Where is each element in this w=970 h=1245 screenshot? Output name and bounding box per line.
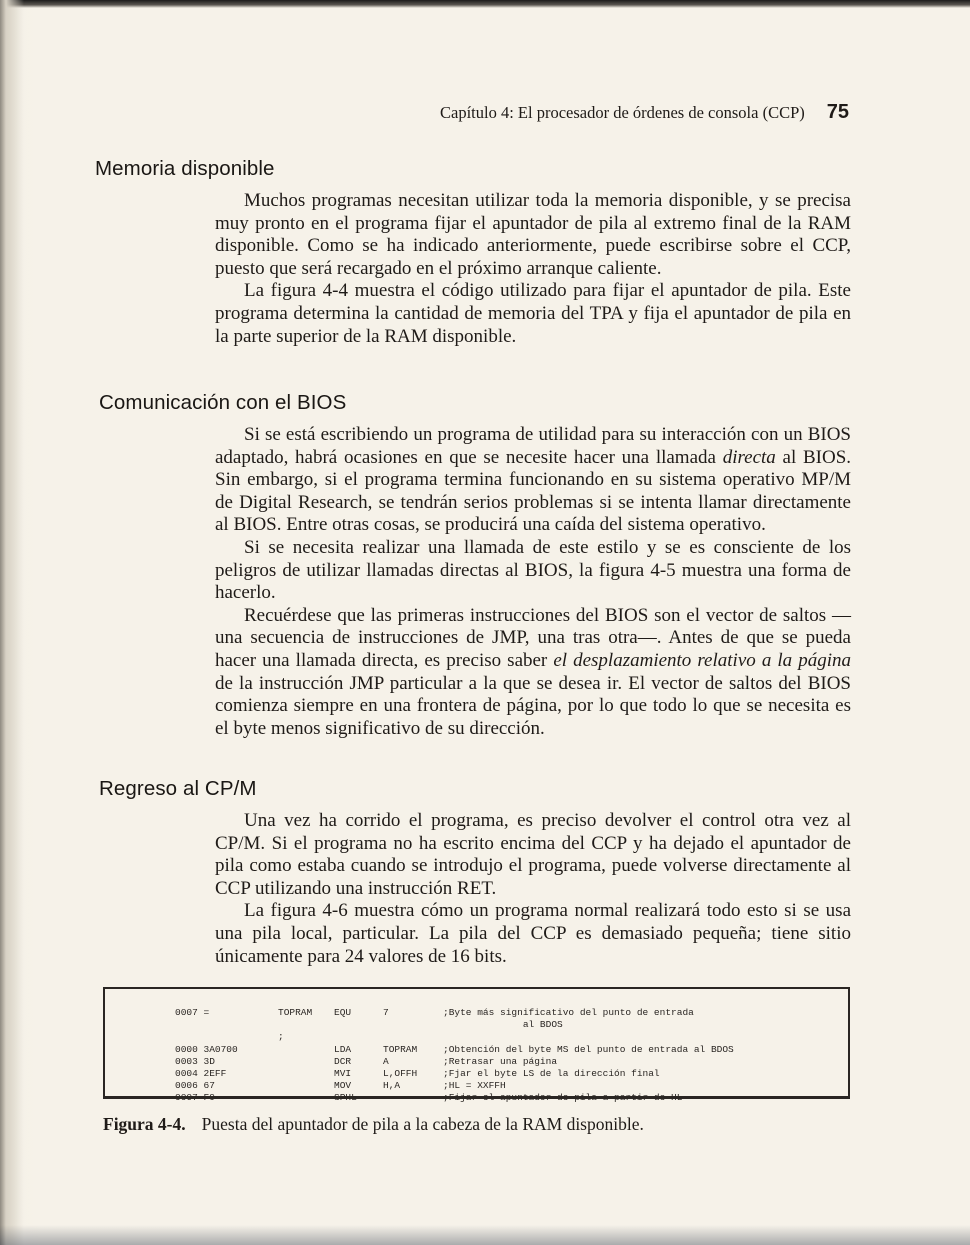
code-label: TOPRAM <box>278 1007 313 1018</box>
figure-caption-label: Figura 4-4. <box>103 1114 186 1134</box>
code-label <box>278 1019 334 1031</box>
code-address: 0006 67 <box>175 1080 215 1092</box>
code-opcode: EQU <box>334 1007 352 1018</box>
code-opcode <box>334 1031 383 1043</box>
code-comment <box>443 1031 793 1043</box>
page-bottom-shadow <box>0 1225 970 1245</box>
section-heading-bios: Comunicación con el BIOS <box>99 391 347 414</box>
paragraph: La figura 4-6 muestra cómo un programa normal realizará todo esto si se usa una pila local, particular. La pila del CCP es demasiado pequeña; tiene sitio únicamente para 24 valores de 16 bits. <box>215 900 851 967</box>
code-address <box>175 1019 278 1031</box>
code-line <box>175 1092 793 1104</box>
page-number: 75 <box>826 101 849 123</box>
code-operand <box>383 1092 443 1104</box>
code-opcode: DCR <box>334 1055 352 1067</box>
code-operand: A <box>383 1055 389 1067</box>
section-heading-memoria: Memoria disponible <box>95 157 275 180</box>
figure-caption-text: Puesta del apuntador de pila a la cabeza de la RAM disponible. <box>201 1114 644 1134</box>
code-line <box>175 1080 793 1092</box>
code-label <box>278 1056 334 1068</box>
code-line <box>175 1068 793 1080</box>
page-top-edge <box>0 0 970 8</box>
figure-caption <box>103 1114 644 1135</box>
code-opcode: LDA <box>334 1043 352 1055</box>
code-address: 0003 3D <box>175 1055 215 1067</box>
code-listing-figure <box>103 987 850 1104</box>
code-address: 0000 3A0700 <box>175 1043 238 1055</box>
section-heading-regreso: Regreso al CP/M <box>99 777 257 800</box>
code-label <box>278 1044 334 1056</box>
running-head-title: Capítulo 4: El procesador de órdenes de consola (CCP) <box>440 103 805 122</box>
code-operand: 7 <box>383 1007 389 1018</box>
code-comment: ;HL = XXFFH <box>443 1080 506 1092</box>
code-line <box>175 1031 793 1043</box>
code-label <box>278 1068 334 1080</box>
paragraph: Recuérdese que las primeras instrucciones del BIOS son el vector de saltos —una secuencia de instrucciones de JMP, una tras otra—. Antes de que se pueda hacer una llamada directa, es preciso saber el desplazamiento relativo a la página de la instrucción JMP particular a la que se desea ir. El vector de saltos del BIOS comienza siempre en una frontera de página, por lo que todo lo que se necesita es el byte menos significativo de su dirección. <box>215 604 851 739</box>
code-operand: TOPRAM <box>383 1043 418 1055</box>
paragraph: Muchos programas necesitan utilizar toda la memoria disponible, y se precisa muy pronto en el programa fijar el apuntador de pila al extremo final de la RAM disponible. Como se ha indicado anteriormente, puede escribirse sobre el CCP, puesto que será recargado en el próximo arranque caliente. <box>215 190 851 279</box>
code-comment: ;Retrasar una página <box>443 1055 558 1067</box>
code-operand <box>383 1019 443 1031</box>
code-line <box>175 1044 793 1056</box>
paragraph: Una vez ha corrido el programa, es preciso devolver el control otra vez al CP/M. Si el programa no ha escrito encima del CCP y ha dejado el apuntador de pila como estaba cuando se introdujo el programa, puede volverse directamente al CCP utilizando una instrucción RET. <box>215 810 851 899</box>
page-binding-edge <box>0 0 24 1245</box>
code-opcode <box>334 1019 383 1031</box>
code-address: 0007 = <box>175 1007 210 1018</box>
code-label <box>278 1080 334 1092</box>
section-body-regreso <box>215 810 851 968</box>
code-opcode: MVI <box>334 1067 352 1079</box>
code-line <box>175 1056 793 1068</box>
section-body-memoria <box>215 190 851 348</box>
code-operand <box>383 1031 443 1043</box>
code-opcode: SPHL <box>334 1092 357 1104</box>
code-address: 0007 F9 <box>175 1092 215 1104</box>
code-line <box>175 1007 793 1019</box>
code-comment: ;Fjar el byte LS de la dirección final <box>443 1067 660 1079</box>
paragraph: Si se está escribiendo un programa de utilidad para su interacción con un BIOS adaptado, habrá ocasiones en que se necesite hacer una llamada directa al BIOS. Sin embargo, si el programa termina funcionando en su sistema operativo MP/M de Digital Research, se tendrán serios problemas si se intenta llamar directamente al BIOS. Entre otras cosas, se producirá una caída del sistema operativo. <box>215 424 852 536</box>
code-comment: al BDOS <box>443 1019 563 1031</box>
paragraph: La figura 4-4 muestra el código utilizado para fijar el apuntador de pila. Este programa determina la cantidad de memoria del TPA y fija el apuntador de pila en la parte superior de la RAM disponible. <box>215 280 851 347</box>
code-comment: ;Obtención del byte MS del punto de entrada al BDOS <box>443 1043 734 1055</box>
paragraph: Si se necesita realizar una llamada de este estilo y se es consciente de los peligros de utilizar llamadas directas al BIOS, la figura 4-5 muestra una forma de hacerlo. <box>215 536 851 604</box>
code-label <box>278 1092 334 1104</box>
code-opcode: MOV <box>334 1080 352 1092</box>
code-address <box>175 1031 278 1043</box>
code-operand: L,OFFH <box>383 1067 418 1079</box>
code-line <box>175 1019 793 1031</box>
code-operand: H,A <box>383 1080 401 1092</box>
code-listing <box>175 1007 793 1105</box>
code-label: ; <box>278 1031 284 1043</box>
code-address: 0004 2EFF <box>175 1067 227 1079</box>
code-comment: ;Byte más significativo del punto de entrada <box>443 1007 694 1018</box>
section-body-bios <box>215 424 851 740</box>
running-header <box>440 101 849 124</box>
code-comment: ;Fijar el apuntador de pila a partir de HL <box>443 1092 683 1104</box>
